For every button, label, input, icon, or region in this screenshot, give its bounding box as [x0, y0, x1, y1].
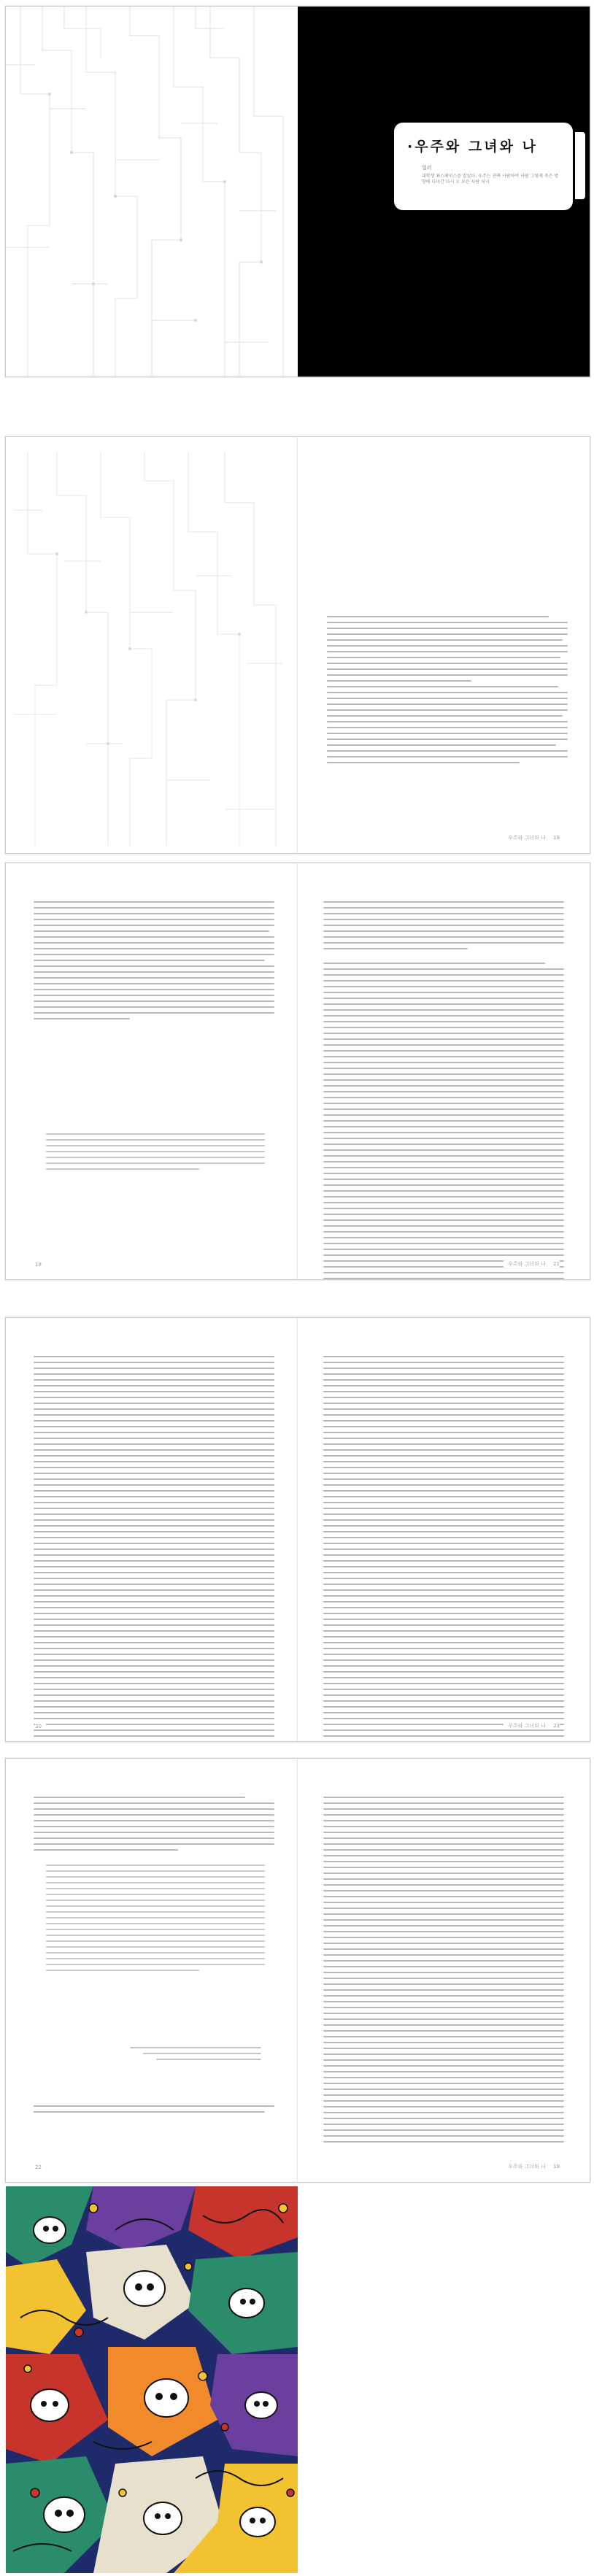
circuit-pattern	[6, 437, 297, 853]
text-page-left	[6, 1318, 297, 1741]
folio: 22	[35, 2164, 42, 2170]
text-page-right	[298, 863, 589, 1279]
chapter-title: ·우주와 그녀와 나	[407, 139, 538, 155]
text-page-left	[6, 1759, 297, 2182]
illustration	[6, 2186, 298, 2573]
running-footer: 우주와 그녀와 나 19	[508, 835, 560, 841]
footnote-block	[46, 1133, 265, 1174]
folio: 18	[35, 1262, 42, 1268]
circuit-pattern	[6, 7, 297, 377]
spread-illustration	[5, 2186, 590, 2574]
text-page-right	[298, 1759, 589, 2182]
chapter-subtitle: 일러	[422, 165, 432, 171]
running-footer: 우주와 그녀와 나 23	[504, 1722, 560, 1729]
body-text	[34, 901, 274, 1024]
footnote-block	[46, 1864, 265, 1975]
circuit-page	[6, 7, 297, 377]
spread-2	[5, 436, 590, 854]
body-text	[323, 1356, 564, 1742]
body-text	[327, 616, 568, 768]
title-card-tab	[575, 132, 585, 199]
title-card	[394, 123, 573, 210]
text-page-right	[298, 1318, 589, 1741]
circuit-page-2	[6, 437, 297, 853]
body-text	[323, 901, 564, 1280]
body-text	[34, 1356, 274, 1741]
text-page	[298, 437, 589, 853]
attribution	[130, 2047, 261, 2064]
creature-illustration	[6, 2186, 298, 2573]
text-page-left	[6, 863, 297, 1279]
body-text	[34, 1797, 274, 1855]
spread-5	[5, 1758, 590, 2183]
spread-3	[5, 863, 590, 1280]
chapter-description: 대학생 최스페이스를 알았다. 우주는 진짜 사람하여 사람 그렇게 죽은 방향에 다녀간 다시 오 보은 사랑 처지	[422, 174, 559, 185]
body-text	[323, 1797, 564, 2147]
running-footer: 우주와 그녀와 나 19	[504, 2163, 560, 2170]
running-footer: 우주와 그녀와 나 21	[504, 1260, 560, 1268]
spread-4	[5, 1317, 590, 1742]
folio: 20	[35, 1724, 46, 1729]
body-text	[34, 2105, 274, 2117]
